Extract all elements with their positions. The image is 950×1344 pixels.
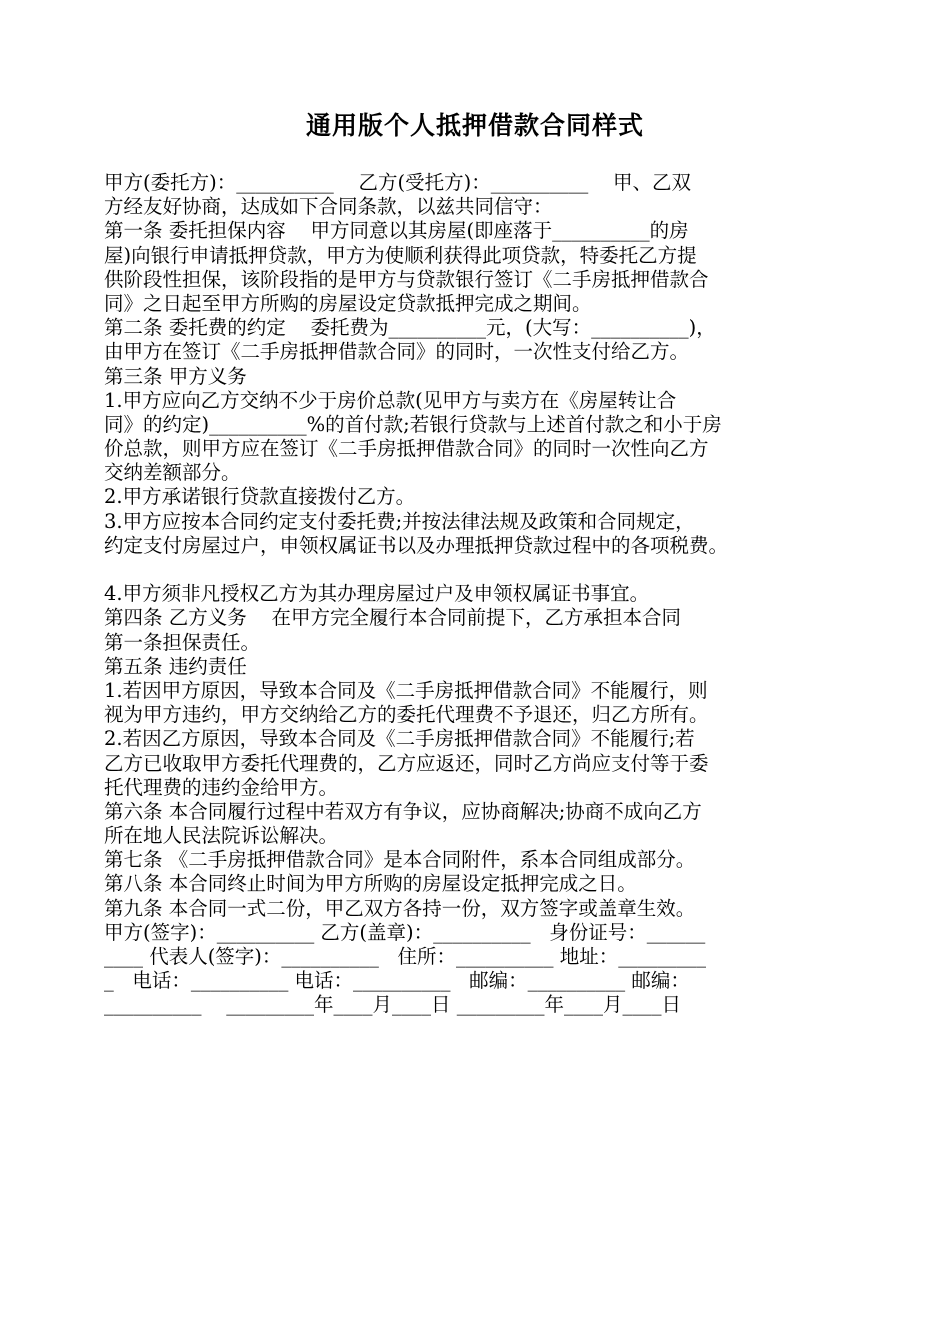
- text-line: __________ _________年____月____日 _________年____月____日: [104, 993, 681, 1017]
- document-title: 通用版个人抵押借款合同样式: [305, 111, 644, 140]
- text-line: 供阶段性担保，该阶段指的是甲方与贷款银行签订《二手房抵押借款合: [104, 267, 709, 291]
- text-line: 2.甲方承诺银行贷款直接拨付乙方。: [104, 485, 416, 509]
- text-line: 第四条 乙方义务 在甲方完全履行本合同前提下，乙方承担本合同: [104, 606, 681, 630]
- text-line: 托代理费的违约金给甲方。: [104, 775, 339, 799]
- text-line: 第六条 本合同履行过程中若双方有争议，应协商解决;协商不成向乙方: [104, 799, 702, 823]
- text-line: 1.若因甲方原因，导致本合同及《二手房抵押借款合同》不能履行，则: [104, 678, 708, 702]
- text-line: 约定支付房屋过户，申领权属证书以及办理抵押贷款过程中的各项税费。: [104, 533, 729, 557]
- text-line: 方经友好协商，达成如下合同条款，以兹共同信守：: [104, 195, 553, 219]
- text-line: 由甲方在签订《二手房抵押借款合同》的同时，一次性支付给乙方。: [104, 340, 690, 364]
- text-line: 第三条 甲方义务: [104, 364, 247, 388]
- blank-line: [104, 558, 864, 582]
- text-line: 4.甲方须非凡授权乙方为其办理房屋过户及申领权属证书事宜。: [104, 582, 650, 606]
- document-body: [104, 171, 864, 1018]
- text-line: 1.甲方应向乙方交纳不少于房价总款(见甲方与卖方在《房屋转让合: [104, 388, 677, 412]
- text-line: _ 电话：__________ 电话：__________ 邮编：__________ 邮编：: [104, 969, 690, 993]
- text-line: 甲方(委托方)：__________ 乙方(受托方)：__________ 甲、乙双: [104, 171, 692, 194]
- text-line: 3.甲方应按本合同约定支付委托费;并按法律法规及政策和合同规定，: [104, 509, 695, 533]
- text-line: 第二条 委托费的约定 委托费为__________元，(大写：__________)，: [104, 316, 716, 340]
- text-line: 视为甲方违约，甲方交纳给乙方的委托代理费不予退还，归乙方所有。: [104, 703, 709, 727]
- text-line: 第一条 委托担保内容 甲方同意以其房屋(即座落于__________的房: [104, 219, 689, 243]
- text-line: 同》的约定)__________%的首付款;若银行贷款与上述首付款之和小于房: [104, 412, 722, 436]
- text-line: 第九条 本合同一式二份，甲乙双方各持一份，双方签字或盖章生效。: [104, 896, 696, 920]
- text-line: 甲方(签字)：__________ 乙方(盖章)：__________ 身份证号：______: [104, 920, 706, 944]
- text-line: 2.若因乙方原因，导致本合同及《二手房抵押借款合同》不能履行;若: [104, 727, 695, 751]
- text-line: 价总款，则甲方应在签订《二手房抵押借款合同》的同时一次性向乙方: [104, 437, 709, 461]
- text-line: 交纳差额部分。: [104, 461, 241, 485]
- text-line: 第八条 本合同终止时间为甲方所购的房屋设定抵押完成之日。: [104, 872, 637, 896]
- text-line: 第一条担保责任。: [104, 630, 261, 654]
- text-line: 第七条 《二手房抵押借款合同》是本合同附件，系本合同组成部分。: [104, 848, 696, 872]
- text-line: 屋)向银行申请抵押贷款，甲方为使顺利获得此项贷款，特委托乙方提: [104, 243, 697, 267]
- text-line: 第五条 违约责任: [104, 654, 247, 678]
- text-line: ____ 代表人(签字)：__________ 住所：__________ 地址：_________: [104, 945, 706, 968]
- text-line: 乙方已收取甲方委托代理费的，乙方应返还，同时乙方尚应支付等于委: [104, 751, 709, 775]
- text-line: 同》之日起至甲方所购的房屋设定贷款抵押完成之期间。: [104, 291, 592, 315]
- text-line: 所在地人民法院诉讼解决。: [104, 824, 339, 848]
